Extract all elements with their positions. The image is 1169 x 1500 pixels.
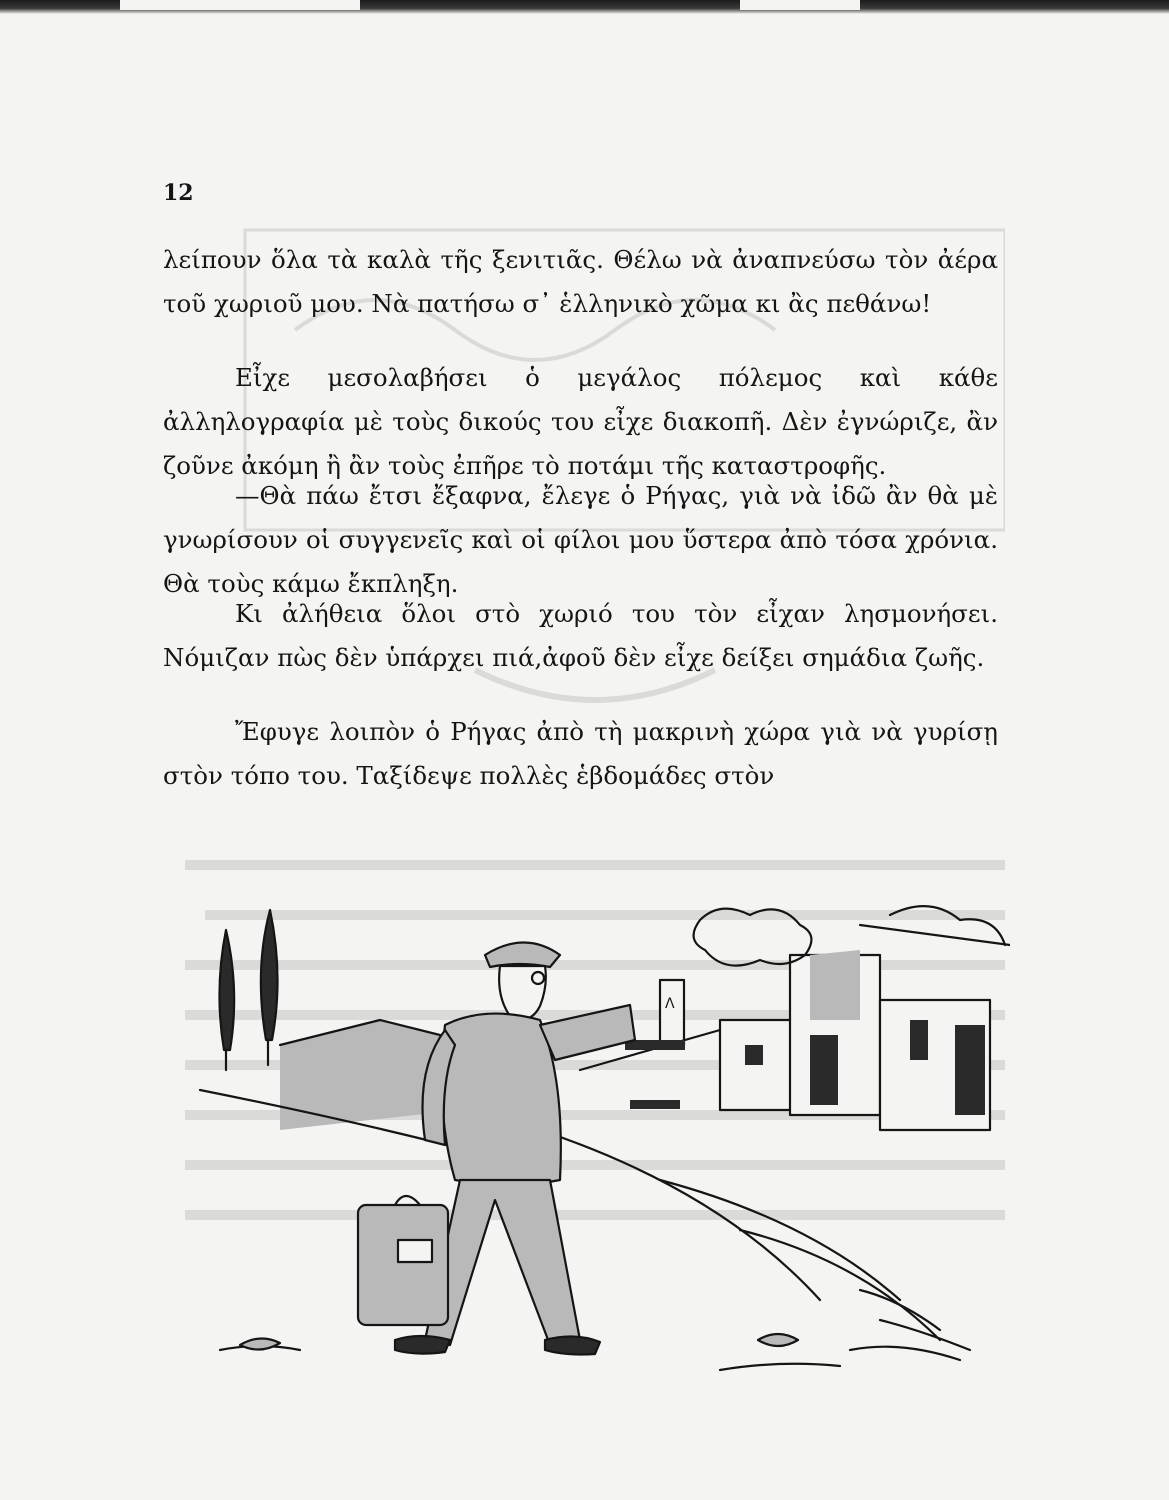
page-number: 12 (163, 180, 194, 206)
village-buildings (280, 906, 1010, 1130)
cypress-trees (219, 910, 277, 1070)
scan-edge-gap (120, 0, 360, 10)
paragraph-forgotten: Κι ἀλήθεια ὅλοι στὸ χωριό του τὸν εἶχαν λησμονήσει. Νόμιζαν πὼς δὲν ὑπάρχει πιά,ἀφοῦ δὲν εἶχε δείξει σημάδια ζωῆς. (163, 599, 998, 672)
old-man-village-illustration (160, 900, 1010, 1400)
paragraph-dialogue: —Θὰ πάω ἔτσι ἔξαφνα, ἔλεγε ὁ Ρήγας, γιὰ νὰ ἰδῶ ἂν θὰ μὲ γνωρίσουν οἱ συγγενεῖς καὶ οἱ φίλοι μου ὕστερα ἀπὸ τόσα χρόνια. Θὰ τοὺς κάμω ἔκπληξη. (163, 481, 998, 598)
paragraph-departure: Ἔφυγε λοιπὸν ὁ Ρήγας ἀπὸ τὴ μακρινὴ χώρα γιὰ νὰ γυρίσῃ στὸν τόπο του. Ταξίδεψε πολλὲς ἑβδομάδες στὸν (163, 717, 998, 790)
road (200, 1090, 970, 1370)
paragraph-war: Εἶχε μεσολαβήσει ὁ μεγάλος πόλεμος καὶ κάθε ἀλληλογραφία μὲ τοὺς δικούς του εἶχε διακοπῆ. Δὲν ἐγνώριζε, ἂν ζοῦνε ἀκόμη ἢ ἂν τοὺς ἐπῆρε τὸ ποτάμι τῆς καταστροφῆς. (163, 363, 998, 480)
scan-top-edge (0, 0, 1169, 14)
paragraph-continuation: λείπουν ὅλα τὰ καλὰ τῆς ξενιτιᾶς. Θέλω νὰ ἀναπνεύσω τὸν ἀέρα τοῦ χωριοῦ μου. Νὰ πατήσω σ᾽ ἑλληνικὸ χῶμα κι ἂς πεθάνω! (163, 245, 998, 318)
tower-letter: Λ (665, 996, 675, 1012)
scan-edge-gap (740, 0, 860, 10)
